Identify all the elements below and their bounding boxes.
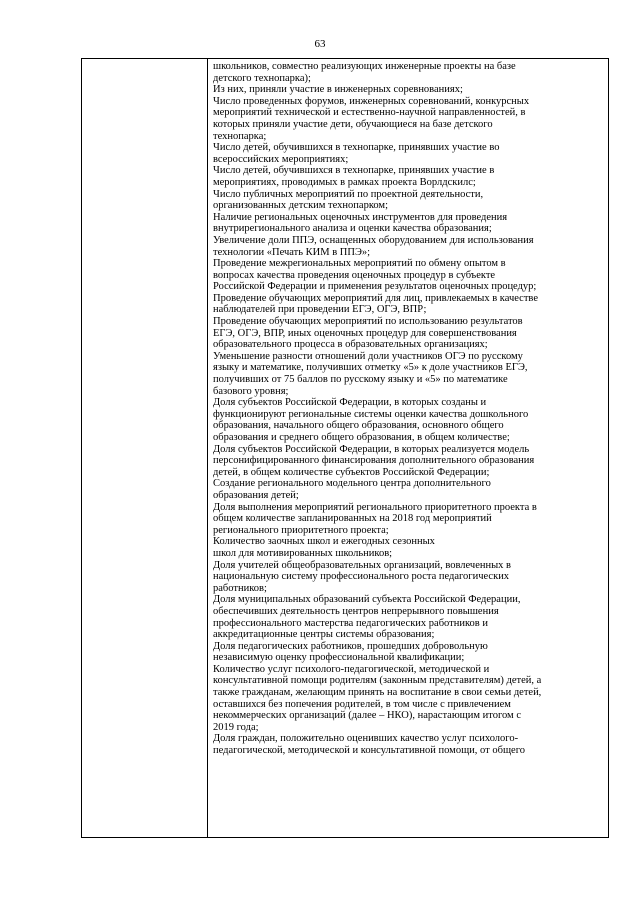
page-number: 63 — [314, 38, 326, 50]
text-line: школ для мотивированных школьников; — [213, 547, 393, 559]
text-line: Количество услуг психолого-педагогической, методической и — [213, 663, 490, 675]
text-line: получивших от 75 баллов по русскому языку и «5» по математике — [213, 374, 508, 386]
text-line: функционируют региональные системы оценки качества дошкольного — [213, 408, 529, 420]
text-line: ЕГЭ, ОГЭ, ВПР, иных оценочных процедур для совершенствования — [213, 327, 517, 339]
text-line: профессионального мастерства педагогических работников и — [213, 617, 489, 629]
text-line: образования и среднего общего образования, в общем количестве; — [213, 432, 510, 443]
text-line: образования детей; — [213, 489, 299, 501]
text-line: вопросах качества проведения оценочных процедур в субъекте — [213, 269, 496, 281]
text-line: которых приняли участие дети, обучающиеся на базе детского — [213, 118, 493, 130]
text-line: Наличие региональных оценочных инструментов для проведения — [213, 211, 508, 223]
text-line: Число проведенных форумов, инженерных соревнований, конкурсных — [213, 95, 530, 107]
text-line: некоммерческих организаций (далее – НКО), нарастающим итогом с — [213, 710, 521, 722]
text-line: национальную систему профессионального роста педагогических — [213, 571, 510, 583]
text-line: консультативной помощи родителям (законным представителям) детей, а — [213, 675, 542, 687]
text-line: Число детей, обучившихся в технопарке, принявших участие во — [213, 142, 500, 154]
text-line: технологии «Печать КИМ в ППЭ»; — [213, 246, 371, 258]
text-line: школьников, совместно реализующих инженерные проекты на базе — [213, 61, 516, 72]
document-table — [81, 58, 609, 838]
text-line: мероприятий технической и естественно-научной направленностей, в — [213, 107, 526, 119]
column-divider — [207, 59, 208, 837]
text-line: Увеличение доли ППЭ, оснащенных оборудованием для использования — [213, 234, 534, 246]
text-line: детского технопарка); — [213, 72, 311, 84]
text-line: технопарка; — [213, 130, 267, 142]
text-line: также гражданам, желающим принять на воспитание в свои семьи детей, — [213, 687, 542, 699]
text-line: работников; — [213, 582, 267, 594]
text-line: Уменьшение разности отношений доли участников ОГЭ по русскому — [213, 350, 523, 362]
text-line: Создание регионального модельного центра дополнительного — [213, 478, 491, 490]
text-line: наблюдателей при проведении ЕГЭ, ОГЭ, ВПР; — [213, 304, 427, 316]
text-line: Число детей, обучившихся в технопарке, принявших участие в — [213, 165, 495, 177]
text-line: аккредитационные центры системы образования; — [213, 629, 435, 641]
text-line: мероприятиях, проводимых в рамках проекта Ворлдскилс; — [213, 176, 476, 188]
text-line: персонифицированного финансирования дополнительного образования — [213, 455, 535, 467]
indicator-list-cell — [213, 61, 605, 757]
text-line: базового уровня; — [213, 385, 289, 397]
text-line: Количество заочных школ и ежегодных сезонных — [213, 536, 435, 548]
text-line: общем количестве запланированных на 2018 год мероприятий — [213, 513, 492, 525]
text-line: внутрирегионального анализа и оценки качества образования; — [213, 223, 492, 235]
text-line: Проведение обучающих мероприятий для лиц, привлекаемых в качестве — [213, 292, 538, 304]
text-line: организованных детским технопарком; — [213, 200, 388, 212]
text-line: оставшихся без попечения родителей, в том числе с привлечением — [213, 698, 511, 710]
text-line: Число публичных мероприятий по проектной деятельности, — [213, 188, 484, 200]
text-line: Из них, приняли участие в инженерных соревнованиях; — [213, 84, 463, 96]
text-line: всероссийских мероприятиях; — [213, 153, 349, 165]
text-line: Доля выполнения мероприятий регионального приоритетного проекта в — [213, 501, 537, 513]
text-line: Проведение межрегиональных мероприятий по обмену опытом в — [213, 258, 506, 270]
text-line: образования, начального общего образования, основного общего — [213, 420, 504, 432]
text-line: детей, в общем количестве субъектов Российской Федерации; — [213, 466, 490, 478]
text-line: Доля субъектов Российской Федерации, в которых реализуется модель — [213, 443, 530, 455]
text-line: регионального приоритетного проекта; — [213, 524, 389, 536]
text-line: 2019 года; — [213, 721, 259, 733]
text-line: независимую оценку профессиональной квалификации; — [213, 652, 465, 664]
text-line: образовательного процесса в образовательных организациях; — [213, 339, 488, 351]
text-line: Российской Федерации и применения результатов оценочных процедур; — [213, 281, 537, 293]
text-line: Доля педагогических работников, прошедших добровольную — [213, 640, 488, 652]
text-line: языку и математике, получивших отметку «5» к доле участников ЕГЭ, — [213, 362, 528, 374]
text-line: Доля граждан, положительно оценивших качество услуг психолого- — [213, 733, 519, 745]
text-line: педагогической, методической и консультативной помощи, от общего — [213, 745, 525, 757]
text-line: обеспечивших деятельность центров непрерывного повышения — [213, 605, 499, 617]
text-line: Доля субъектов Российской Федерации, в которых созданы и — [213, 397, 487, 409]
text-line: Доля учителей общеобразовательных организаций, вовлеченных в — [213, 559, 512, 571]
text-line: Доля муниципальных образований субъекта Российской Федерации, — [213, 594, 521, 606]
text-line: Проведение обучающих мероприятий по использованию результатов — [213, 316, 523, 328]
